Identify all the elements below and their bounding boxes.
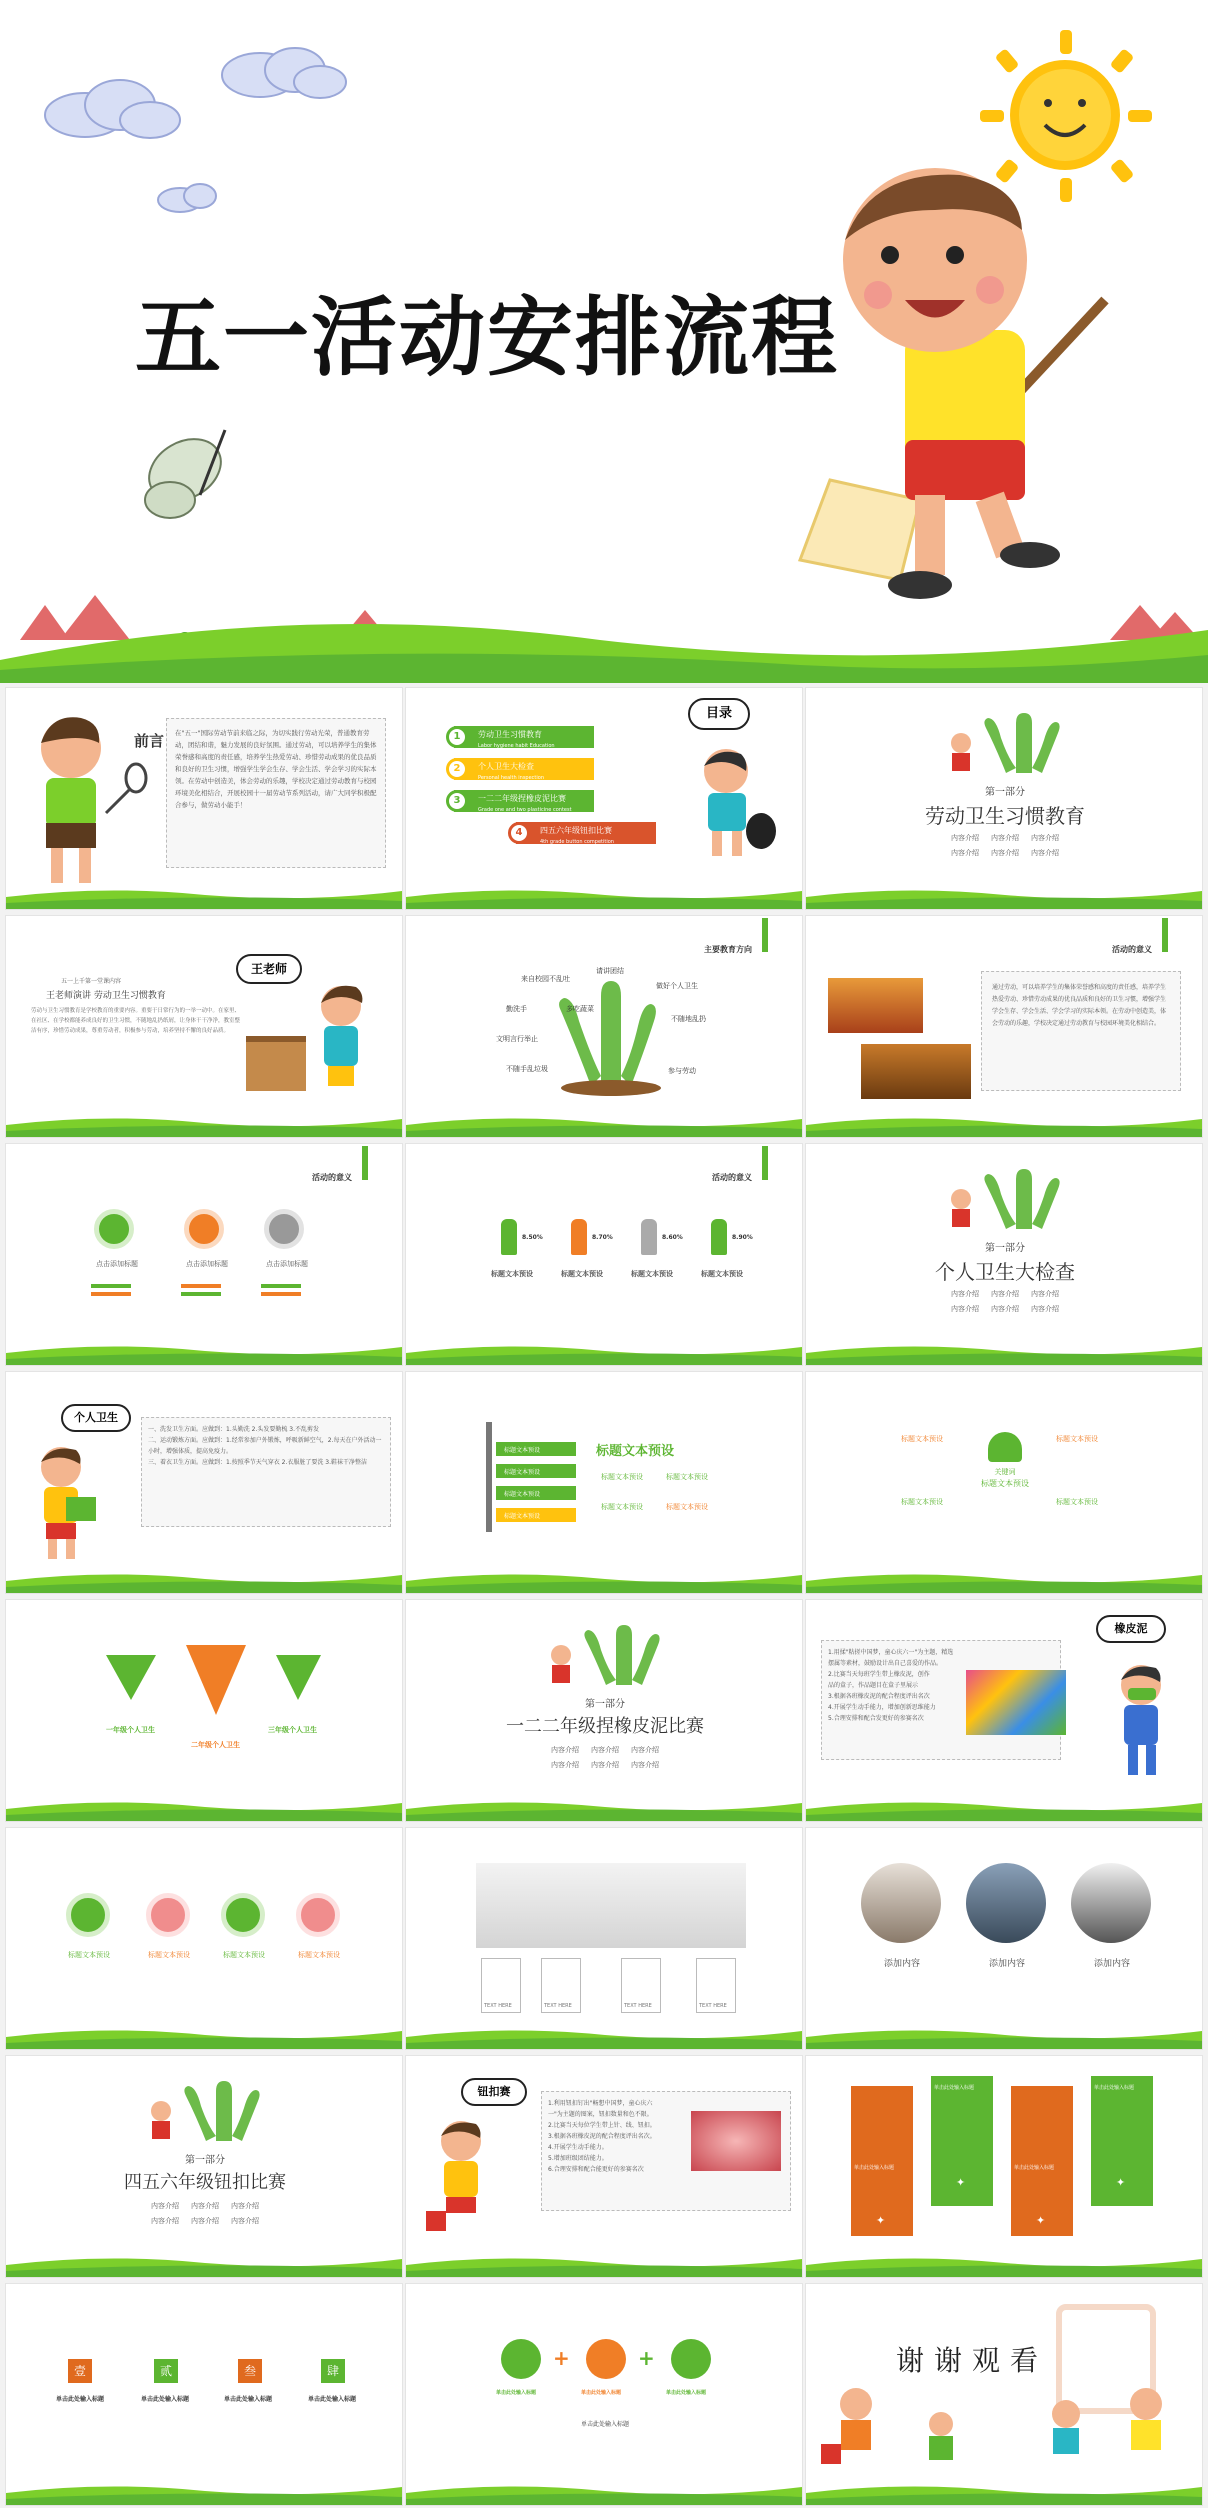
preset-sub: 标题文本预设 (666, 1473, 708, 1481)
part2-title: 个人卫生大检查 (935, 1260, 1075, 1284)
part2-item: 内容介绍 (1031, 1305, 1059, 1313)
slide-education-direction[interactable] (405, 915, 803, 1138)
circle-label: 标题文本预设 (223, 1951, 265, 1959)
person-icon (501, 1219, 517, 1255)
stat-pct: 8.70% (592, 1234, 613, 1241)
step-num: 贰 (154, 2359, 178, 2383)
slide-ground (406, 1795, 802, 1821)
slide-activity-meaning-2[interactable] (5, 1143, 403, 1366)
step-num: 叁 (238, 2359, 262, 2383)
part1-item: 内容介绍 (1031, 834, 1059, 842)
network-icon (146, 1893, 190, 1937)
slide-ground (6, 2023, 402, 2049)
slide-ground (806, 1339, 1202, 1365)
photo-label: 添加内容 (989, 1959, 1026, 1969)
plasticine-bubble: 橡皮泥 (1096, 1615, 1166, 1643)
slide-ground (406, 2023, 802, 2049)
part4-item: 内容介绍 (191, 2202, 219, 2210)
person-icon (571, 1219, 587, 1255)
bulb-corner: 标题文本预设 (901, 1498, 943, 1506)
direction-label: 请讲团结 (596, 967, 624, 975)
slide-plus-icons[interactable] (405, 2283, 803, 2506)
step-label: 单击此处输入标题 (224, 2396, 273, 2403)
direction-label: 不随地乱扔 (671, 1015, 706, 1023)
button-rule: 6.合理安排和配合能更好的参赛名次 (548, 2166, 644, 2173)
part4-item: 内容介绍 (151, 2217, 179, 2225)
part1-item: 内容介绍 (951, 849, 979, 857)
direction-label: 多吃蔬菜 (566, 1005, 594, 1013)
part1-item: 内容介绍 (991, 834, 1019, 842)
direction-label: 文明言行举止 (496, 1035, 538, 1043)
plasticine-rule: 品的盒子，作品题目在盒子里展示 (828, 1682, 919, 1689)
slide-ground (406, 1111, 802, 1137)
hygiene-bubble: 个人卫生 (61, 1404, 131, 1432)
sketch-photo (476, 1863, 746, 1948)
cactus-boy-illustration (546, 1620, 666, 1690)
cover-title: 五一活动安排流程 (135, 288, 839, 388)
slide-ground (806, 2251, 1202, 2277)
slide-text-here[interactable] (405, 1827, 803, 2050)
part2-item: 内容介绍 (991, 1290, 1019, 1298)
field-photo (861, 1044, 971, 1099)
cactus-boy-illustration (946, 708, 1066, 778)
meaning-body: 通过劳动，可以培养学生的集体荣誉感和高度的责任感，培养学生热爱劳动、珍惜劳动成果的优良品质和良好的卫生习惯，增强学生学会生存、学会生活、学会学习的实际本领。在劳动中创造美，体会劳动的乐趣，学校决定通过劳动教育与校园环境美化相结合。 (981, 971, 1181, 1091)
slide-ground (6, 2479, 402, 2505)
sunset-photo (828, 978, 923, 1033)
meaning-header: 活动的意义 (1112, 945, 1152, 954)
part1-item: 内容介绍 (1031, 849, 1059, 857)
part2-item: 内容介绍 (951, 1305, 979, 1313)
button-rule: 1.利用钮扣钉出"畅想中国梦，童心庆六 (548, 2100, 653, 2107)
teacher-line2: 王老师演讲 劳动卫生习惯教育 (46, 991, 166, 1001)
slide-four-circles[interactable] (5, 1827, 403, 2050)
hills-ground (0, 595, 1208, 683)
plasticine-photo (966, 1670, 1066, 1735)
grade-label: 一年级个人卫生 (106, 1726, 155, 1734)
accent-bar (762, 918, 768, 952)
plus-label: 单击此处输入标题 (496, 2390, 537, 2396)
slide-ground (806, 1111, 1202, 1137)
person-icon (711, 1219, 727, 1255)
part2-item: 内容介绍 (1031, 1290, 1059, 1298)
phone-icon (586, 2339, 626, 2379)
part3-item: 内容介绍 (631, 1746, 659, 1754)
accent-line (261, 1284, 301, 1288)
boy-basket-illustration (26, 1442, 106, 1572)
butterfly-icon (138, 427, 232, 518)
cactus-boy-illustration (146, 2076, 266, 2146)
contents-bubble: 目录 (688, 698, 750, 730)
stat-pct: 8.50% (522, 1234, 543, 1241)
contents-item-2[interactable]: 个人卫生大检查 Personal health inspection (454, 758, 594, 780)
slide-ground (406, 2251, 802, 2277)
slide-ground (6, 1795, 402, 1821)
contents-num-3: 3 (446, 790, 468, 812)
button-rule: 4.开展学生动手能力。 (548, 2144, 608, 2151)
slide-lightbulb[interactable] (805, 1371, 1203, 1594)
part3-item: 内容介绍 (591, 1746, 619, 1754)
bird-icon: ✦ (1036, 2214, 1046, 2227)
contents-num-2: 2 (446, 758, 468, 780)
slide-four-steps[interactable] (5, 2283, 403, 2506)
sun-icon (980, 30, 1152, 202)
photo-label: 添加内容 (1094, 1959, 1131, 1969)
plasticine-rule: 摆属等素材，鼓励设计出自己喜爱的作品。 (828, 1660, 943, 1667)
bird-icon: ✦ (1116, 2176, 1126, 2189)
slide-contents[interactable] (405, 687, 803, 910)
bulb-corner: 标题文本预设 (1056, 1435, 1098, 1443)
button-bubble: 钮扣赛 (461, 2078, 527, 2106)
plasticine-rule: 3.根据各班橡皮泥的配合程度评出名次 (828, 1693, 930, 1700)
slide-thanks[interactable] (805, 2283, 1203, 2506)
card-label: 单击此处输入标题 (854, 2165, 895, 2171)
part4-item: 内容介绍 (191, 2217, 219, 2225)
circle-label: 标题文本预设 (68, 1951, 110, 1959)
slide-preface[interactable] (5, 687, 403, 910)
accent-line (181, 1284, 221, 1288)
photo-circle (861, 1863, 941, 1943)
slide-ground (406, 883, 802, 909)
slide-ground (806, 883, 1202, 909)
part1-item: 内容介绍 (951, 834, 979, 842)
step-label: 单击此处输入标题 (56, 2396, 105, 2403)
text-card-label: TEXT HERE (624, 2003, 652, 2009)
contents-item-3[interactable]: 一二二年级捏橡皮泥比赛 Grade one and two plasticine contest (454, 790, 594, 812)
accent-bar (762, 1146, 768, 1180)
meaning2-header: 活动的意义 (312, 1173, 352, 1182)
plus-icon: + (553, 2346, 570, 2370)
photo-label: 添加内容 (884, 1959, 921, 1969)
accent-line (181, 1292, 221, 1296)
direction-header: 主要教育方向 (704, 945, 752, 954)
slide-four-cards[interactable] (805, 2055, 1203, 2278)
slide-personal-hygiene[interactable] (5, 1371, 403, 1594)
arrow-item: 标题文本预设 (496, 1442, 576, 1456)
stat-label: 标题文本预设 (561, 1270, 603, 1278)
bulb-corner: 标题文本预设 (1056, 1498, 1098, 1506)
cover-slide (0, 0, 1208, 683)
part2-item: 内容介绍 (991, 1305, 1019, 1313)
slide-title-preset-arrows[interactable] (405, 1371, 803, 1594)
slide-part4-title[interactable] (5, 2055, 403, 2278)
circle-label: 标题文本预设 (148, 1951, 190, 1959)
circle-label: 标题文本预设 (298, 1951, 340, 1959)
meaning2-item: 点击添加标题 (186, 1260, 228, 1268)
hygiene-rule: 一、洗发卫生方面。应做到：1.头勤洗 2.头发要勤梳 3.不乱剪发 (148, 1426, 319, 1433)
part3-item: 内容介绍 (551, 1761, 579, 1769)
slide-activity-meaning-3[interactable] (405, 1143, 803, 1366)
button-rule: 一"为主题的图案，钮扣数量和色不限。 (548, 2111, 653, 2118)
contents-item-1[interactable]: 劳动卫生习惯教育 Labor hygiene habit Education (454, 726, 594, 748)
preset-sub: 标题文本预设 (666, 1503, 708, 1511)
accent-line (261, 1292, 301, 1296)
slide-ground (806, 2479, 1202, 2505)
part1-title: 劳动卫生习惯教育 (925, 804, 1085, 828)
buttons-photo (691, 2111, 781, 2171)
plus-label: 单击此处输入标题 (666, 2390, 707, 2396)
part3-label: 第一部分 (585, 1699, 625, 1710)
stat-pct: 8.90% (732, 1234, 753, 1241)
grade-label: 二年级个人卫生 (191, 1741, 240, 1749)
part2-item: 内容介绍 (951, 1290, 979, 1298)
button-rule: 2.比赛当天每位学生带上针、线、钮扣。 (548, 2122, 656, 2129)
slide-ground (406, 1339, 802, 1365)
plasticine-rule: 5.合理安排和配合发更好的参赛名次 (828, 1715, 924, 1722)
text-card-label: TEXT HERE (484, 2003, 512, 2009)
bird-icon: ✦ (956, 2176, 966, 2189)
pencil-icon (486, 1422, 492, 1532)
part4-item: 内容介绍 (151, 2202, 179, 2210)
slide-part1-title[interactable] (805, 687, 1203, 910)
boy-trashbag-illustration (686, 746, 776, 866)
preface-body: 在"五一"国际劳动节前来临之际，为切实践行劳动光荣，普通教育劳动，团结和谐，魅力发展的良好氛围。通过劳动，可以培养学生的集体荣誉感和高度的责任感，培养学生热爱劳动、珍惜劳动成果的优良品质和良好的卫生习惯，增强学生学会生存、学会生活、学会学习的实际本领。在劳动中创造美，体会劳动的乐趣，学校决定通过劳动教育与校园环境美化相结合，开展校园十一届劳动节系列活动，请广大同学积极配合参与，做劳动小能手！ (166, 718, 386, 868)
teacher-sink-illustration (246, 981, 366, 1101)
slide-ground (806, 1567, 1202, 1593)
cactus-illustration (546, 976, 666, 1096)
photo-circle (966, 1863, 1046, 1943)
slide-ground (6, 1339, 402, 1365)
boy-mask-illustration (1106, 1660, 1186, 1790)
building-icon (501, 2339, 541, 2379)
part4-label: 第一部分 (185, 2155, 225, 2166)
boy-painting-illustration (426, 2116, 506, 2246)
preset-sub: 标题文本预设 (601, 1503, 643, 1511)
person-icon (641, 1219, 657, 1255)
contents-num-4: 4 (508, 822, 530, 844)
card-label: 单击此处输入标题 (1014, 2165, 1055, 2171)
direction-label: 做好个人卫生 (656, 982, 698, 990)
stat-label: 标题文本预设 (701, 1270, 743, 1278)
contents-item-4[interactable]: 四五六年级钮扣比赛 4th grade button competition (516, 822, 656, 844)
cactus-boy-illustration (946, 1164, 1066, 1234)
hygiene-rule: 三、着衣卫生方面。应做到：1.按照季节天气穿衣 2.衣服脏了要洗 3.鞋袜干净整洁 (148, 1459, 367, 1466)
direction-label: 来自校园不乱吐 (521, 975, 570, 983)
part3-title: 一二二年级捏橡皮泥比赛 (506, 1716, 704, 1737)
teacher-bubble: 王老师 (236, 954, 302, 984)
slide-part3-title[interactable] (405, 1599, 803, 1822)
slide-grade-hygiene[interactable] (5, 1599, 403, 1822)
part1-item: 内容介绍 (991, 849, 1019, 857)
preface-heading: 前言 (134, 732, 165, 750)
plasticine-rule: 2.比赛当天每班学生带上橡皮泥，创作 (828, 1671, 930, 1678)
part4-item: 内容介绍 (231, 2217, 259, 2225)
arrow-item: 标题文本预设 (496, 1508, 576, 1522)
teacher-line1: 五一上千第一堂课内容 (61, 978, 122, 985)
search-icon (94, 1209, 134, 1249)
part3-item: 内容介绍 (631, 1761, 659, 1769)
slide-ground (806, 2023, 1202, 2049)
photo-circle (1071, 1863, 1151, 1943)
hygiene-rules (141, 1417, 391, 1527)
slide-button-contest[interactable] (405, 2055, 803, 2278)
slide-ground (406, 1567, 802, 1593)
slide-part2-title[interactable] (805, 1143, 1203, 1366)
lightbulb-icon (988, 1432, 1022, 1462)
part4-item: 内容介绍 (231, 2202, 259, 2210)
card-label: 单击此处输入标题 (934, 2085, 975, 2091)
contents-num-1: 1 (446, 726, 468, 748)
part3-item: 内容介绍 (591, 1761, 619, 1769)
direction-label: 参与劳动 (668, 1067, 696, 1075)
stat-label: 标题文本预设 (631, 1270, 673, 1278)
part1-label: 第一部分 (985, 787, 1025, 798)
slide-ground (406, 2479, 802, 2505)
wrench-icon (264, 1209, 304, 1249)
accent-bar (362, 1146, 368, 1180)
direction-label: 勤洗手 (506, 1005, 527, 1013)
slide-ground (6, 883, 402, 909)
button-rule: 5.增加班级团结能力。 (548, 2155, 608, 2162)
meaning2-item: 点击添加标题 (266, 1260, 308, 1268)
part3-item: 内容介绍 (551, 1746, 579, 1754)
accent-line (91, 1284, 131, 1288)
meaning2-item: 点击添加标题 (96, 1260, 138, 1268)
chip-icon (296, 1893, 340, 1937)
slide-plasticine[interactable] (805, 1599, 1203, 1822)
bulb-corner: 标题文本预设 (901, 1435, 943, 1443)
arrow-item: 标题文本预设 (496, 1464, 576, 1478)
boy-tennis-illustration (11, 698, 161, 898)
accent-bar (1162, 918, 1168, 952)
slide-activity-meaning-1[interactable] (805, 915, 1203, 1138)
plus-icon: + (638, 2346, 655, 2370)
boy-sweeping-illustration (800, 168, 1105, 599)
hygiene-rule: 二、运动锻炼方面。应做到：1.经常参加户外锻炼，呼吸新鲜空气，2.每天在户外活动一小时，增强体质，提高免疫力。 (148, 1437, 382, 1455)
plus-bottom: 单击此处输入标题 (580, 2421, 629, 2428)
slide-ground (6, 1567, 402, 1593)
slide-ground (806, 1795, 1202, 1821)
direction-label: 不随手乱垃圾 (506, 1065, 548, 1073)
slide-photo-circles[interactable] (805, 1827, 1203, 2050)
text-card-label: TEXT HERE (699, 2003, 727, 2009)
step-label: 单击此处输入标题 (141, 2396, 190, 2403)
bird-icon: ✦ (876, 2214, 886, 2227)
stat-label: 标题文本预设 (491, 1270, 533, 1278)
part2-label: 第一部分 (985, 1243, 1025, 1254)
book-icon (184, 1209, 224, 1249)
plasticine-rule: 4.开展学生动手能力，增加创新思维能力 (828, 1704, 936, 1711)
teacher-body: 劳动与卫生习惯教育是学校教育的重要内容。重要于日常行为的一举一动中。在家里、在社区、在学校都能养成良好的卫生习惯，不随地乱扔纸屑，让身体干干净净，教室整洁有序，珍惜劳动成果，尊重劳动者，积极参与劳动，培养坚持不懈的良好品质。 (31, 1008, 241, 1034)
slide-teacher-wang[interactable] (5, 915, 403, 1138)
grade-label: 三年级个人卫生 (268, 1726, 317, 1734)
card-label: 单击此处输入标题 (1094, 2085, 1135, 2091)
slide-ground (6, 1111, 402, 1137)
app-icon (671, 2339, 711, 2379)
bulb-keyword: 关键词 (994, 1468, 1016, 1476)
meaning3-header: 活动的意义 (712, 1173, 752, 1182)
children-illustration (816, 2384, 1196, 2494)
cloud-icon (45, 48, 346, 212)
preset-title: 标题文本预设 (596, 1444, 675, 1459)
bulb-title: 标题文本预设 (981, 1479, 1029, 1488)
arrow-item: 标题文本预设 (496, 1486, 576, 1500)
step-num: 壹 (68, 2359, 92, 2383)
text-card-label: TEXT HERE (544, 2003, 572, 2009)
layers-icon (221, 1893, 265, 1937)
step-label: 单击此处输入标题 (308, 2396, 357, 2403)
slide-ground (6, 2251, 402, 2277)
thanks-title: 谢谢观看 (896, 2344, 1049, 2377)
button-rule: 3.根据各班橡皮泥的配合程度评出名次。 (548, 2133, 656, 2140)
preset-sub: 标题文本预设 (601, 1473, 643, 1481)
stat-pct: 8.60% (662, 1234, 683, 1241)
step-num: 肆 (321, 2359, 345, 2383)
accent-line (91, 1292, 131, 1296)
plus-label: 单击此处输入标题 (581, 2390, 622, 2396)
plasticine-rule: 1.用揉"粘搓中国梦，童心庆六一"为主题，精选 (828, 1649, 954, 1656)
person-icon (66, 1893, 110, 1937)
part4-title: 四五六年级钮扣比赛 (124, 2172, 286, 2193)
